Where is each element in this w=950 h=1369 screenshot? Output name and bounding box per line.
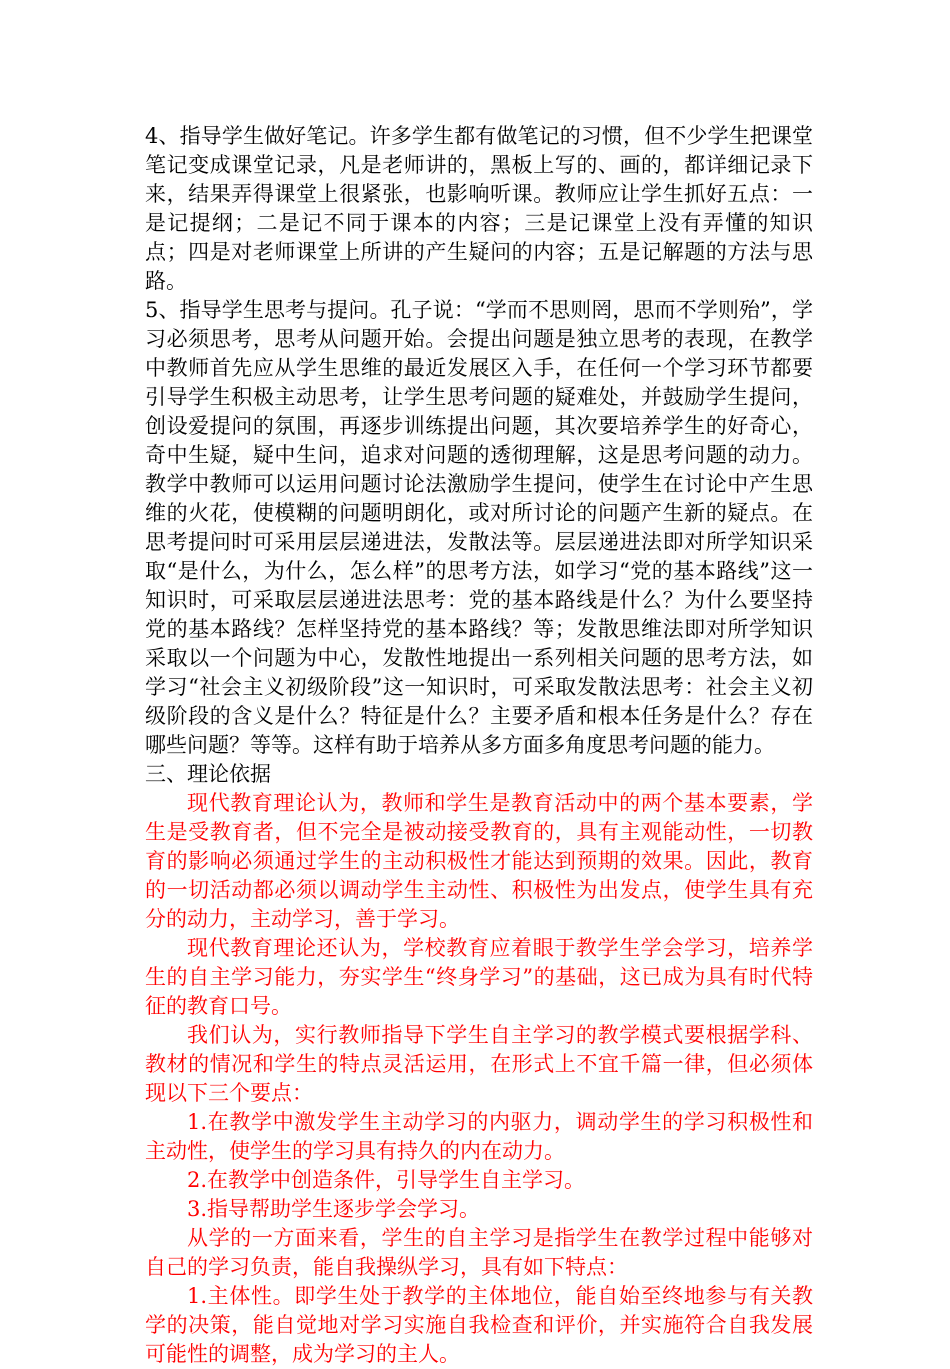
paragraph-theory-1: 现代教育理论认为，教师和学生是教育活动中的两个基本要素，学生是受教育者，但不完全是被动接受教育的，具有主观能动性，一切教育的影响必须通过学生的主动积极性才能达到预期的效果。因此，教育的一切活动都必须以调动学生主动性、积极性为出发点，使学生具有充分的动力，主动学习，善于学习。	[145, 791, 813, 931]
document-page	[145, 122, 813, 1369]
paragraph-theory-2: 现代教育理论还认为，学校教育应着眼于教学生学会学习，培养学生的自主学习能力，夯实学生“终身学习”的基础，这已成为具有时代特征的教育口号。	[145, 936, 813, 1018]
list-item-point-2: 2.在教学中创造条件，引导学生自主学习。	[187, 1168, 586, 1192]
list-item-subjectivity: 1.主体性。即学生处于教学的主体地位，能自始至终地参与有关教学的决策，能自觉地对学习实施自我检查和评价，并实施符合自我发展可能性的调整，成为学习的主人。	[145, 1284, 813, 1366]
paragraph-thinking-questioning: 5、指导学生思考与提问。孔子说：“学而不思则罔，思而不学则殆”，学习必须思考，思考从问题开始。会提出问题是独立思考的表现，在教学中教师首先应从学生思维的最近发展区入手，在任何一个学习环节都要引导学生积极主动思考，让学生思考问题的疑难处，并鼓励学生提问，创设爱提问的氛围，再逐步训练提出问题，其次要培养学生的好奇心，奇中生疑，疑中生问，追求对问题的透彻理解，这是思考问题的动力。教学中教师可以运用问题讨论法激励学生提问，使学生在讨论中产生思维的火花，使模糊的问题明朗化，或对所讨论的问题产生新的疑点。在思考提问时可采用层层递进法，发散法等。层层递进法即对所学知识采取“是什么，为什么，怎么样”的思考方法，如学习“党的基本路线”这一知识时，可采取层层递进法思考：党的基本路线是什么？为什么要坚持党的基本路线？怎样坚持党的基本路线？等；发散思维法即对所学知识采取以一个问题为中心，发散性地提出一系列相关问题的思考方法，如学习“社会主义初级阶段”这一知识时，可采取发散法思考：社会主义初级阶段的含义是什么？特征是什么？主要矛盾和根本任务是什么？存在哪些问题？等等。这样有助于培养从多方面多角度思考问题的能力。	[145, 298, 813, 757]
section-heading-theory: 三、理论依据	[145, 762, 271, 786]
paragraph-our-view: 我们认为，实行教师指导下学生自主学习的教学模式要根据学科、教材的情况和学生的特点灵活运用，在形式上不宜千篇一律，但必须体现以下三个要点：	[145, 1023, 813, 1105]
list-item-point-1: 1.在教学中激发学生主动学习的内驱力，调动学生的学习积极性和主动性，使学生的学习具有持久的内在动力。	[145, 1110, 813, 1163]
paragraph-self-learning: 从学的一方面来看，学生的自主学习是指学生在教学过程中能够对自己的学习负责，能自我操纵学习，具有如下特点：	[145, 1226, 813, 1279]
list-item-point-3: 3.指导帮助学生逐步学会学习。	[187, 1197, 481, 1221]
paragraph-note-taking: 4、指导学生做好笔记。许多学生都有做笔记的习惯，但不少学生把课堂笔记变成课堂记录，凡是老师讲的，黑板上写的、画的，都详细记录下来，结果弄得课堂上很紧张，也影响听课。教师应让学生抓好五点：一是记提纲；二是记不同于课本的内容；三是记课堂上没有弄懂的知识点；四是对老师课堂上所讲的产生疑问的内容；五是记解题的方法与思路。	[145, 124, 813, 293]
